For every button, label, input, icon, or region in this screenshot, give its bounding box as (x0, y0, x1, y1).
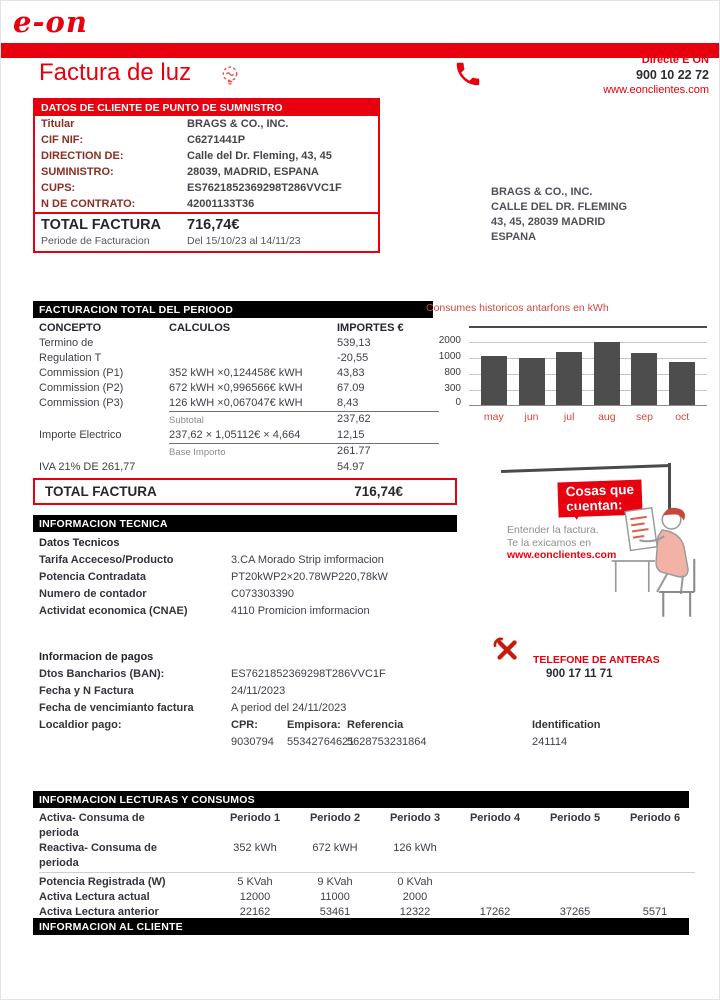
x-tick: jul (563, 411, 575, 423)
field-label: N DE CONTRATO: (41, 198, 136, 210)
readings-row: Activa Lectura anterior 22162 53461 12322 17262 37265 5571 (39, 906, 668, 918)
hotline-label: TELEFONE DE ANTERAS (533, 654, 660, 666)
chart-x-axis (469, 411, 707, 423)
chart-y-axis (425, 326, 463, 406)
phone-icon (453, 58, 483, 90)
y-tick: 800 (444, 367, 461, 378)
locator-col-header: Identification (532, 719, 601, 731)
field-value: BRAGS & CO., INC. (187, 118, 289, 130)
address-line: 43, 45, 28039 MADRID (491, 216, 606, 228)
contact-label: Directe E ON (641, 54, 709, 66)
customer-reading-bill-illustration (601, 499, 709, 623)
consumption-bar-chart (425, 326, 709, 426)
total-factura-box (33, 478, 457, 505)
section-header-readings: INFORMACION LECTURAS Y CONSUMOS (33, 791, 689, 808)
customer-row (35, 148, 378, 164)
locator-col-header: Referencia (347, 719, 404, 731)
technical-row: Tarifa Acceceso/Producto 3.CA Morado Strip imformacion (39, 554, 384, 566)
contact-phone: 900 10 22 72 (636, 68, 709, 82)
speech-bubble: Cosas que cuentan: (557, 480, 642, 518)
total-value: 716,74€ (187, 217, 240, 233)
address-line: CALLE DEL DR. FLEMING (491, 201, 628, 213)
field-value: 28039, MADRID, ESPANA (187, 166, 319, 178)
billing-row: Importe Electrico 237,62 × 1,05112€ × 4,664 12,15 (39, 429, 365, 441)
locator-value: 5628753231864 (347, 736, 427, 748)
field-value: C6271441P (187, 134, 246, 146)
customer-row (35, 132, 378, 148)
total-factura-value: 716,74€ (354, 484, 403, 499)
field-value: 42001133T36 (187, 198, 255, 210)
bar-may (481, 356, 507, 405)
billing-base-row: Base Importo 261.77 (39, 443, 439, 460)
payment-locator-value-row (39, 734, 689, 751)
section-header-technical: INFORMACION TECNICA (33, 515, 457, 532)
contact-web-link[interactable]: www.eonclientes.com (603, 84, 709, 96)
x-tick: jun (524, 411, 539, 423)
x-tick: oct (675, 411, 690, 423)
bar-jun (519, 358, 545, 405)
promo-note: Entender la factura. Te la exicamos en www.eonclientes.com (507, 524, 617, 561)
col-header-calculos: CALCULOS (169, 322, 231, 334)
chart-title: Consumes historicos antarfons en kWh (426, 302, 609, 314)
total-label: TOTAL FACTURA (41, 217, 162, 233)
x-tick: may (483, 411, 504, 423)
promo-web-link[interactable]: www.eonclientes.com (507, 549, 617, 561)
locator-value: 9030794 (231, 736, 274, 748)
locator-label: Localdior pago: (39, 719, 122, 731)
customer-total-row (35, 212, 378, 234)
mailing-address (491, 185, 627, 245)
readings-row: Reactiva- Consuma de perioda 352 kWh 672 kWH 126 kWh (39, 841, 695, 873)
col-header-concepto: CONCEPTO (39, 322, 102, 334)
field-label: CUPS: (41, 182, 76, 194)
section-header-billing: FACTURACION TOTAL DEL PERIOOD (33, 301, 433, 318)
bar-oct (669, 362, 695, 405)
field-label: SUMINISTRO: (41, 166, 114, 178)
technical-row: Actividat economica (CNAE) 4110 Promicion imformacion (39, 605, 370, 617)
billing-table (39, 321, 439, 475)
billing-row: Regulation T -20,55 (39, 352, 369, 364)
y-tick: 1000 (438, 351, 461, 362)
chart-bars (469, 328, 707, 405)
payment-row: Fecha y N Factura 24/11/2023 (39, 685, 286, 697)
technical-row: Potencia Contradata PT20kWP2×20.78WP220,78kW (39, 571, 388, 583)
y-tick: 300 (444, 383, 461, 394)
y-tick: 0 (455, 397, 461, 408)
illustration-board-edge (501, 464, 671, 472)
bar-jul (556, 352, 582, 405)
contact-block (603, 53, 709, 98)
customer-row (35, 116, 378, 132)
field-label: CIF NIF: (41, 134, 84, 146)
address-line: BRAGS & CO., INC. (491, 186, 593, 198)
payments-subtitle: Informacion de pagos (39, 651, 154, 663)
readings-header-row: Activa- Consuma de perioda Periodo 1 Periodo 2 Periodo 3 Periodo 4 Periodo 5 Periodo 6 (39, 812, 681, 839)
customer-row (35, 180, 378, 196)
locator-col-header: Empisora: (287, 719, 341, 731)
locator-value: 55342764621 (287, 736, 355, 748)
bar-aug (594, 342, 620, 405)
readings-row: Activa Lectura actual 12000 11000 2000 (39, 891, 428, 903)
readings-row: Potencia Registrada (W) 5 KVah 9 KVah 0 KVah (39, 876, 433, 888)
x-tick: sep (636, 411, 653, 423)
billing-row: Commission (P3) 126 kWH ×0,067047€ kWH 8,43 (39, 397, 359, 409)
technical-subtitle: Datos Tecnicos (39, 537, 120, 549)
readings-table (39, 811, 695, 920)
tools-icon (491, 635, 521, 665)
section-header-client-info: INFORMACION AL CLIENTE (33, 918, 689, 935)
field-label: DIRECTION DE: (41, 150, 124, 162)
field-value: Calle del Dr. Fleming, 43, 45 (187, 150, 332, 162)
x-tick: aug (598, 411, 616, 423)
customer-data-box (33, 98, 380, 253)
field-value: ES7621852369298T286VVC1F (187, 182, 342, 194)
bar-sep (631, 353, 657, 405)
chart-plot-area (469, 326, 707, 406)
period-value: Del 15/10/23 al 14/11/23 (187, 235, 301, 247)
payment-row: Fecha de vencimianto factura A period del 24/11/2023 (39, 702, 347, 714)
billing-row: Commission (P1) 352 kWH ×0,124458€ kWH 43,83 (39, 367, 365, 379)
billing-subtotal-row: Subtotal 237,62 (39, 411, 439, 428)
hotline-number: 900 17 11 71 (546, 668, 613, 680)
customer-row (35, 196, 378, 212)
billing-row: Commission (P2) 672 kWH ×0,996566€ kWH 67.09 (39, 382, 365, 394)
period-label: Periode de Facturacion (41, 235, 150, 247)
y-tick: 2000 (438, 335, 461, 346)
payment-row: Dtos Bancharios (BAN): ES7621852369298T286VVC1F (39, 668, 386, 680)
payment-locator-header-row (39, 717, 689, 734)
billing-row: Termino de 539,13 (39, 337, 371, 349)
customer-box-title: DATOS DE CLIENTE DE PUNTO DE SUMNISTRO (35, 100, 378, 116)
lightbulb-icon (217, 63, 243, 89)
page-title: Factura de luz (39, 59, 192, 86)
locator-value: 241114 (532, 736, 568, 748)
billing-header-row (39, 321, 439, 336)
technical-data-block (39, 535, 388, 620)
technical-row: Numero de contador C073303390 (39, 588, 295, 600)
address-line: ESPANA (491, 231, 537, 243)
eon-logo: e-on (13, 5, 88, 39)
total-factura-label: TOTAL FACTURA (45, 484, 157, 499)
field-label: Titular (41, 118, 75, 130)
billing-period-row (35, 234, 378, 251)
billing-row: IVA 21% DE 261,77 54.97 (39, 461, 365, 473)
customer-row (35, 164, 378, 180)
locator-col-header: CPR: (231, 719, 258, 731)
col-header-importes: IMPORTES € (337, 322, 404, 334)
